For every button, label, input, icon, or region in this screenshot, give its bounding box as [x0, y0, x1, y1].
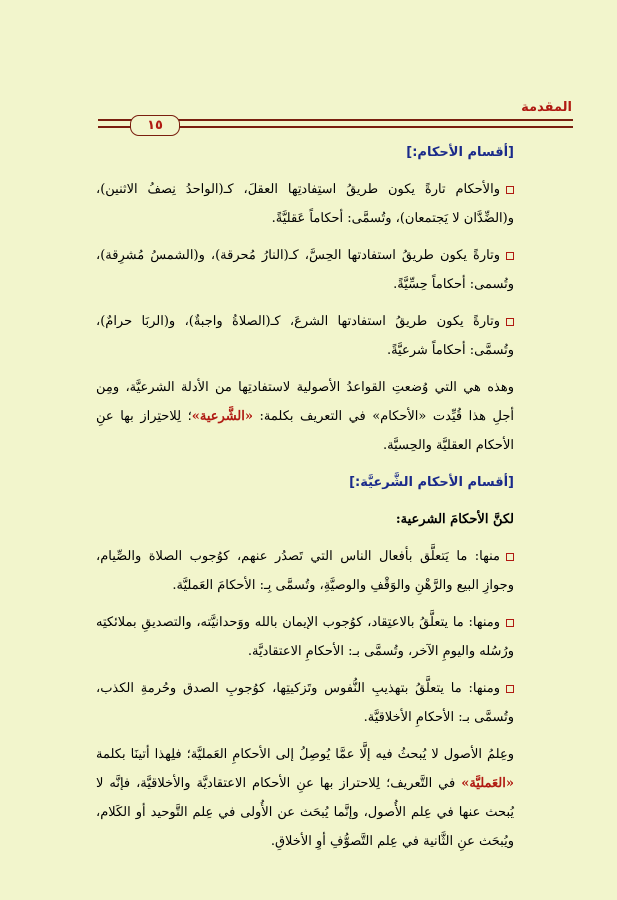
- bullet-icon: [506, 318, 514, 326]
- heading-rulings-types: [أقسام الأحكام:]: [406, 145, 514, 160]
- paragraph-sensory: وتارةً يكون طريقُ استفادتها الحِسَّ، كـ(النارُ مُحرقة)، و(الشمسُ مُشرِقة)، وتُسمى: أحكاماً حِسِّيَّةً.: [96, 248, 514, 292]
- paragraph-usul-purpose: وهذه هي التي وُضعتِ القواعدُ الأصولية لاستفادتِها من الأدلة الشرعيَّة، ومِن أجلِ هذا قُيِّدت «الأحكام» في التعريف بكلمة: «الشَّرعية»؛ لِلاحتِراز بها عنِ الأحكام العقليَّة والحِسيَّة.: [96, 380, 514, 453]
- bullet-icon: [506, 252, 514, 260]
- page-body: [96, 138, 514, 864]
- bullet-icon: [506, 619, 514, 627]
- paragraph-practical: منها: ما يَتعلَّق بأفعال الناس التي تَصدُر عنهم، كوُجوب الصلاة والصِّيام، وجوازِ البيع والرَّهْنِ والوَقْفِ والوصيَّةِ، وتُسمَّى بِـ: الأحكامَ العَمليَّة.: [96, 549, 514, 593]
- bullet-icon: [506, 553, 514, 561]
- paragraph-legal: وتارةً يكون طريقُ استفادتها الشرعَ، كـ(الصلاةُ واجبةٌ)، و(الربَا حرامٌ)، وتُسمَّى: أحكاماً شرعيَّةً.: [96, 314, 514, 358]
- section-title: المقدمة: [521, 100, 572, 115]
- paragraph-rational: والأحكام تارةً يكون طريقُ استِفادتِها العقلَ، كـ(الواحدُ نِصفُ الاثنين)، و(الضِّدَّان لا يَجتمعان)، وتُسمَّى: أحكاماً عَقليَّةً.: [96, 182, 514, 226]
- heading-legal-rulings-types: [أقسام الأحكام الشَّرعيَّة:]: [349, 475, 514, 490]
- paragraph-ethical: ومنها: ما يتعلَّقُ بتهذيبِ النُّفوس وتَزكيتِها، كوُجوبِ الصدق وحُرمةِ الكذب، وتُسمَّى بـ: الأحكامِ الأخلاقيَّة.: [96, 681, 514, 725]
- paragraph-creedal: ومنها: ما يتعلَّقُ بالاعتِقاد، كوُجوب الإيمان بالله ووَحدانيَّته، والتصديقِ بملائكتِه ورُسُله واليومِ الآخر، وتُسمَّى بـ: الأحكامِ الاعتقاديَّة.: [96, 615, 514, 659]
- paragraph-conclusion: وعِلمُ الأصول لا يُبحثُ فيه إلَّا عمَّا يُوصِلُ إلى الأحكامِ العَمليَّة؛ فلِهذا أتينَا بكلمة «العَمليَّة» في التَّعريف؛ لِلاحتراز بها عنِ الأحكام الاعتقاديَّة والأخلاقيَّة، فإنَّه لا يُبحث عنها في عِلم الأُصول، وإنَّما يُبحَث عن الأُولى في عِلم التَّوحيد أو الكَلام، ويُبحَث عنِ الثَّانية في عِلم التَّصوُّفِ أوِ الأخلاقِ.: [96, 747, 514, 849]
- highlight-amaliyya: «العَمليَّة»: [461, 776, 514, 791]
- bullet-icon: [506, 186, 514, 194]
- paragraph-legal-intro: لكنَّ الأحكامَ الشرعية:: [395, 512, 514, 527]
- page-number: ١٥: [130, 115, 180, 136]
- bullet-icon: [506, 685, 514, 693]
- highlight-shariah: «الشَّرعية»: [191, 409, 253, 424]
